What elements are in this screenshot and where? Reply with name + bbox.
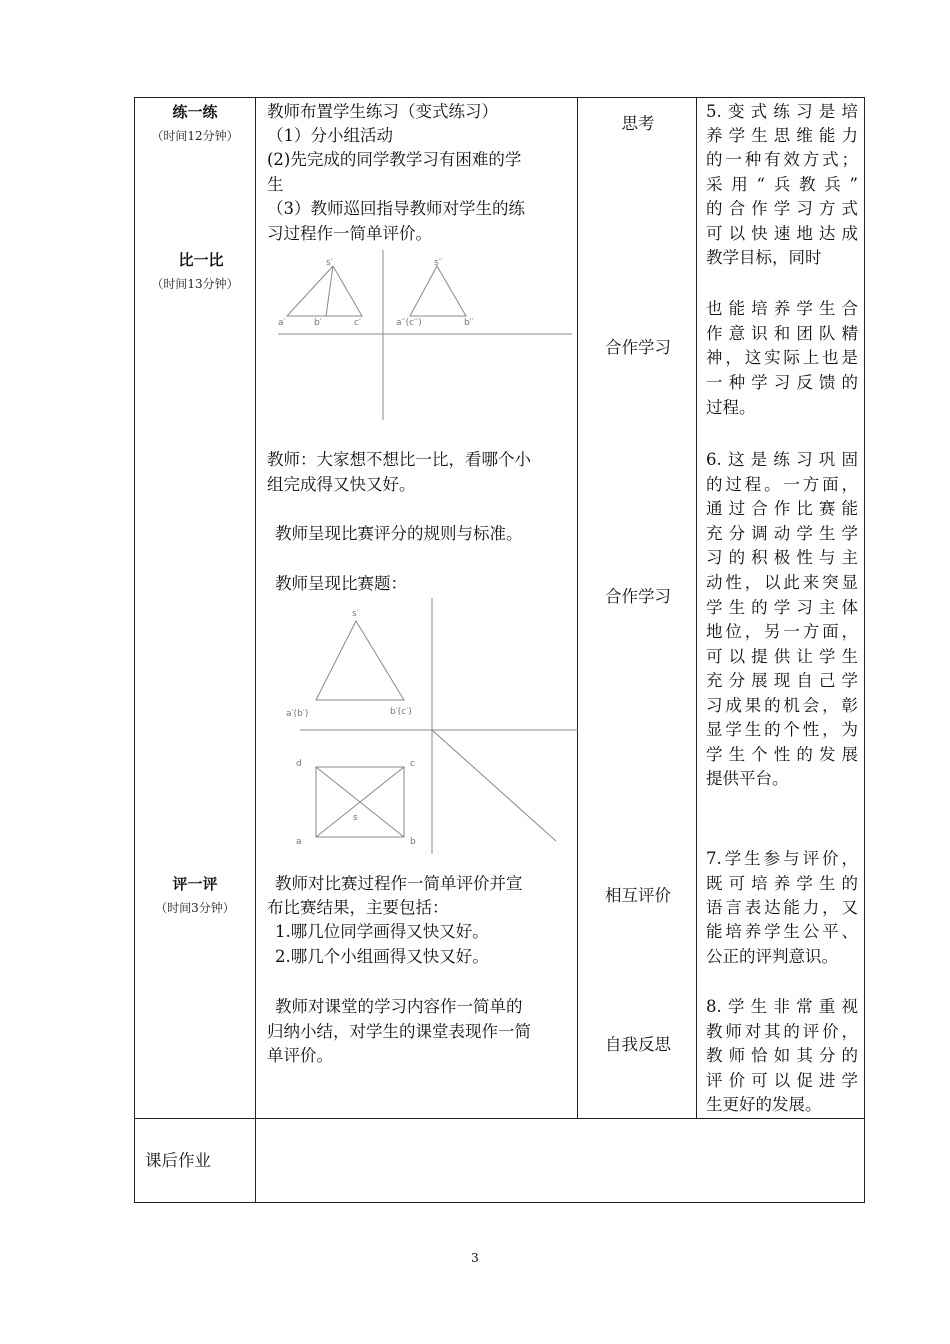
note-7-line-4: 能培养学生公平、 (706, 922, 858, 941)
fig1-label-b2: b′′ (464, 318, 474, 328)
note-6-line-11: 习成果的机会，彰 (706, 696, 858, 715)
note-5b-line-1: 也能培养学生合 (706, 299, 858, 318)
evaluate-time: （时间3分钟） (155, 901, 235, 915)
fig1-label-s2: s′′ (434, 258, 443, 268)
note-5b-line-5: 过程。 (706, 398, 756, 417)
evaluate-line-2: 布比赛结果，主要包括： (267, 898, 449, 917)
note-5b-line-4: 一种学习反馈的 (706, 373, 858, 392)
activity-peer-review: 相互评价 (605, 886, 671, 905)
fig1-label-c: c′ (354, 318, 361, 328)
note-7-line-5: 公正的评判意识。 (706, 947, 838, 966)
note-6-line-2: 的过程。一方面， (706, 475, 858, 494)
table-border-mid (134, 1118, 865, 1119)
fig1-label-s: s′ (326, 258, 333, 268)
note-5-line-4: 采用“兵教兵” (706, 175, 858, 194)
projection-figure-1 (274, 248, 574, 423)
note-8-line-1: 8.学生非常重视 (706, 997, 858, 1016)
note-5-line-5: 的合作学习方式 (706, 199, 858, 218)
note-6-line-10: 充分展现自己学 (706, 671, 858, 690)
table-border-right (864, 97, 865, 1203)
activity-cooperate-1: 合作学习 (605, 338, 671, 357)
note-6-line-12: 显学生的个性，为 (706, 720, 858, 739)
note-5-line-7: 教学目标，同时 (706, 248, 822, 267)
summary-line-1: 教师对课堂的学习内容作一简单的 (275, 997, 523, 1016)
fig2-label-ab: a′(b′) (286, 709, 309, 719)
note-6-line-7: 学生的学习主体 (706, 598, 858, 617)
activity-cooperate-2: 合作学习 (605, 587, 671, 606)
compete-line-2: 组完成得又快又好。 (267, 475, 416, 494)
note-6-line-5: 习的积极性与主 (706, 548, 858, 567)
note-5b-line-2: 作意识和团队精 (706, 324, 858, 343)
note-8-line-3: 教师恰如其分的 (706, 1046, 858, 1065)
practice-line-6: 习过程作一简单评价。 (267, 224, 432, 243)
compete-line-1: 教师：大家想不想比一比，看哪个小 (267, 450, 531, 469)
note-8-line-4: 评价可以促进学 (706, 1071, 858, 1090)
note-7-line-2: 既可培养学生的 (706, 874, 858, 893)
practice-line-5: （3）教师巡回指导教师对学生的练 (267, 199, 525, 218)
table-border-left (134, 97, 135, 1203)
note-7-line-1: 7.学生参与评价， (706, 849, 858, 868)
note-5-line-1: 5.变式练习是培 (706, 102, 858, 121)
fig2-label-b: b (410, 837, 416, 847)
fig2-label-sc: s (353, 813, 358, 823)
practice-line-1: 教师布置学生练习（变式练习） (267, 102, 498, 121)
note-6-line-8: 地位，另一方面， (706, 622, 858, 641)
practice-line-4: 生 (267, 175, 284, 194)
note-5b-line-3: 神，这实际上也是 (706, 348, 858, 367)
fig1-label-a: a′ (278, 318, 286, 328)
activity-self-reflect: 自我反思 (605, 1035, 671, 1054)
note-6-line-1: 6.这是练习巩固 (706, 450, 858, 469)
note-5-line-3: 的一种有效方式； (706, 150, 858, 169)
note-8-line-5: 生更好的发展。 (706, 1095, 822, 1114)
evaluate-line-4: 2.哪几个小组画得又快又好。 (275, 947, 489, 966)
fig2-label-c: c (410, 759, 415, 769)
compete-question: 教师呈现比赛题： (275, 574, 407, 593)
page-number: 3 (471, 1251, 479, 1265)
practice-line-3: (2)先完成的同学教学习有困难的学 (267, 150, 522, 169)
note-6-line-4: 充分调动学生学 (706, 524, 858, 543)
projection-figure-2 (286, 596, 578, 856)
fig2-label-d: d (296, 759, 302, 769)
summary-line-3: 单评价。 (267, 1046, 333, 1065)
practice-line-2: （1）分小组活动 (267, 126, 393, 145)
activity-think: 思考 (621, 114, 655, 133)
fig1-label-a2: a′′(c′′) (396, 318, 422, 328)
note-5-line-2: 养学生思维能力 (706, 126, 858, 145)
note-8-line-2: 教师对其的评价， (706, 1022, 858, 1041)
evaluate-label: 评一评 (172, 875, 218, 893)
note-6-line-13: 学生个性的发展 (706, 745, 858, 764)
practice-label: 练一练 (172, 103, 218, 121)
compete-time: （时间13分钟） (151, 277, 239, 291)
table-border-bottom (134, 1202, 865, 1203)
summary-line-2: 归纳小结，对学生的课堂表现作一简 (267, 1022, 531, 1041)
fig2-label-bc: b′(c′) (390, 707, 412, 717)
note-6-line-9: 可以提供让学生 (706, 647, 858, 666)
practice-time: （时间12分钟） (151, 129, 239, 143)
note-6-line-6: 动性，以此来突显 (706, 573, 858, 592)
compete-label: 比一比 (178, 251, 224, 269)
fig2-label-s: s′ (352, 609, 359, 619)
table-border-top (134, 97, 865, 98)
evaluate-line-1: 教师对比赛过程作一简单评价并宣 (275, 874, 523, 893)
note-6-line-3: 通过合作比赛能 (706, 499, 858, 518)
evaluate-line-3: 1.哪几位同学画得又快又好。 (275, 922, 489, 941)
note-6-line-14: 提供平台。 (706, 769, 789, 788)
homework-label: 课后作业 (145, 1151, 211, 1170)
fig1-label-b: b′ (314, 318, 322, 328)
compete-rules: 教师呈现比赛评分的规则与标准。 (275, 524, 523, 543)
note-5-line-6: 可以快速地达成 (706, 224, 858, 243)
note-7-line-3: 语言表达能力，又 (706, 898, 858, 917)
fig2-label-a: a (296, 837, 302, 847)
